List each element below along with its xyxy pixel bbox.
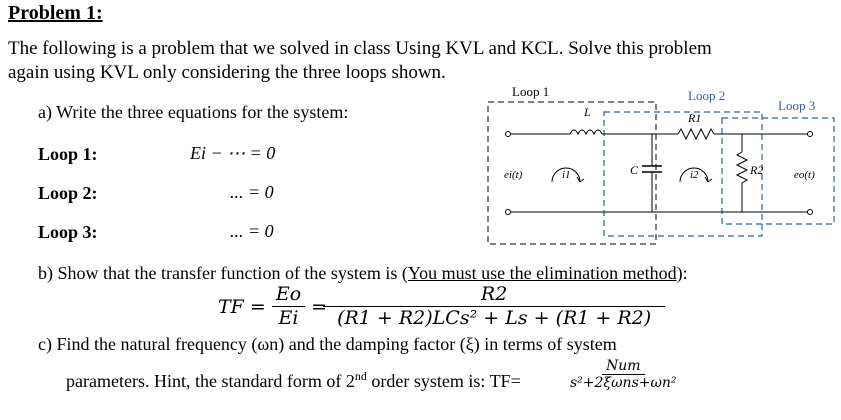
loop3-text: Loop 3 <box>778 98 816 113</box>
circuit-diagram <box>480 82 840 248</box>
part-c-line-2 <box>66 369 521 392</box>
inductor-label: L <box>584 105 591 119</box>
part-b-prefix: b) Show that the transfer function of the system is ( <box>38 263 408 283</box>
part-b-emphasis: You must use the elimination method <box>407 263 677 283</box>
loop3-equation: ... = 0 <box>230 221 274 241</box>
input-terminal-top <box>506 132 511 137</box>
r1-label: R1 <box>688 111 702 125</box>
inductor <box>570 130 602 134</box>
intro-line-1: The following is a problem that we solved in class Using KVL and KCL. Solve this problem <box>8 38 712 59</box>
i2-label: i2 <box>690 169 699 181</box>
standard-form-num: Num <box>602 358 645 375</box>
loop2-label: Loop 2: <box>38 183 98 203</box>
loop2-equation: ... = 0 <box>230 182 274 202</box>
output-label: eo(t) <box>794 169 815 181</box>
standard-form-den: s²+2ξωns+ωn² <box>570 375 677 392</box>
part-c-line-1: c) Find the natural frequency (ωn) and the damping factor (ξ) in terms of system <box>38 334 617 354</box>
tf-ratio-den: Ei <box>278 306 299 329</box>
intro-line-2: again using KVL only considering the three loops shown. <box>8 62 446 83</box>
part-c-sup: nd <box>354 369 367 383</box>
loop1-text: Loop 1 <box>512 84 550 99</box>
standard-form <box>566 358 681 392</box>
part-b-question <box>38 263 688 284</box>
loop1-label: Loop 1: <box>38 144 98 164</box>
loop1-equation: Ei − ⋯ = 0 <box>190 143 276 163</box>
part-a-question: a) Write the three equations for the system: <box>38 102 349 122</box>
input-terminal-bottom <box>506 210 511 215</box>
tf-equals: = <box>311 295 328 318</box>
output-terminal-bottom <box>808 210 813 215</box>
tf-denominator: (R1 + R2)LCs² + Ls + (R1 + R2) <box>337 306 652 329</box>
i1-label: i1 <box>562 169 571 181</box>
tf-expression <box>333 284 655 330</box>
r2-label: R2 <box>750 163 764 177</box>
resistor-r1 <box>678 129 714 139</box>
capacitor-label: C <box>630 163 639 177</box>
part-c-line-2-rest: order system is: TF= <box>366 371 521 391</box>
source-label: ei(t) <box>504 169 523 181</box>
tf-lhs: TF = <box>218 295 266 318</box>
output-terminal-top <box>808 132 813 137</box>
tf-ratio <box>272 284 305 330</box>
part-c-line-2-text: parameters. Hint, the standard form of 2 <box>66 371 355 391</box>
tf-numerator: R2 <box>323 284 665 307</box>
resistor-r2 <box>737 152 747 183</box>
transfer-function <box>218 284 655 330</box>
problem-title: Problem 1: <box>8 2 103 24</box>
part-b-suffix: ): <box>676 263 688 283</box>
loop2-text: Loop 2 <box>688 88 726 103</box>
loop3-label: Loop 3: <box>38 222 98 242</box>
tf-ratio-num: Eo <box>272 284 305 307</box>
